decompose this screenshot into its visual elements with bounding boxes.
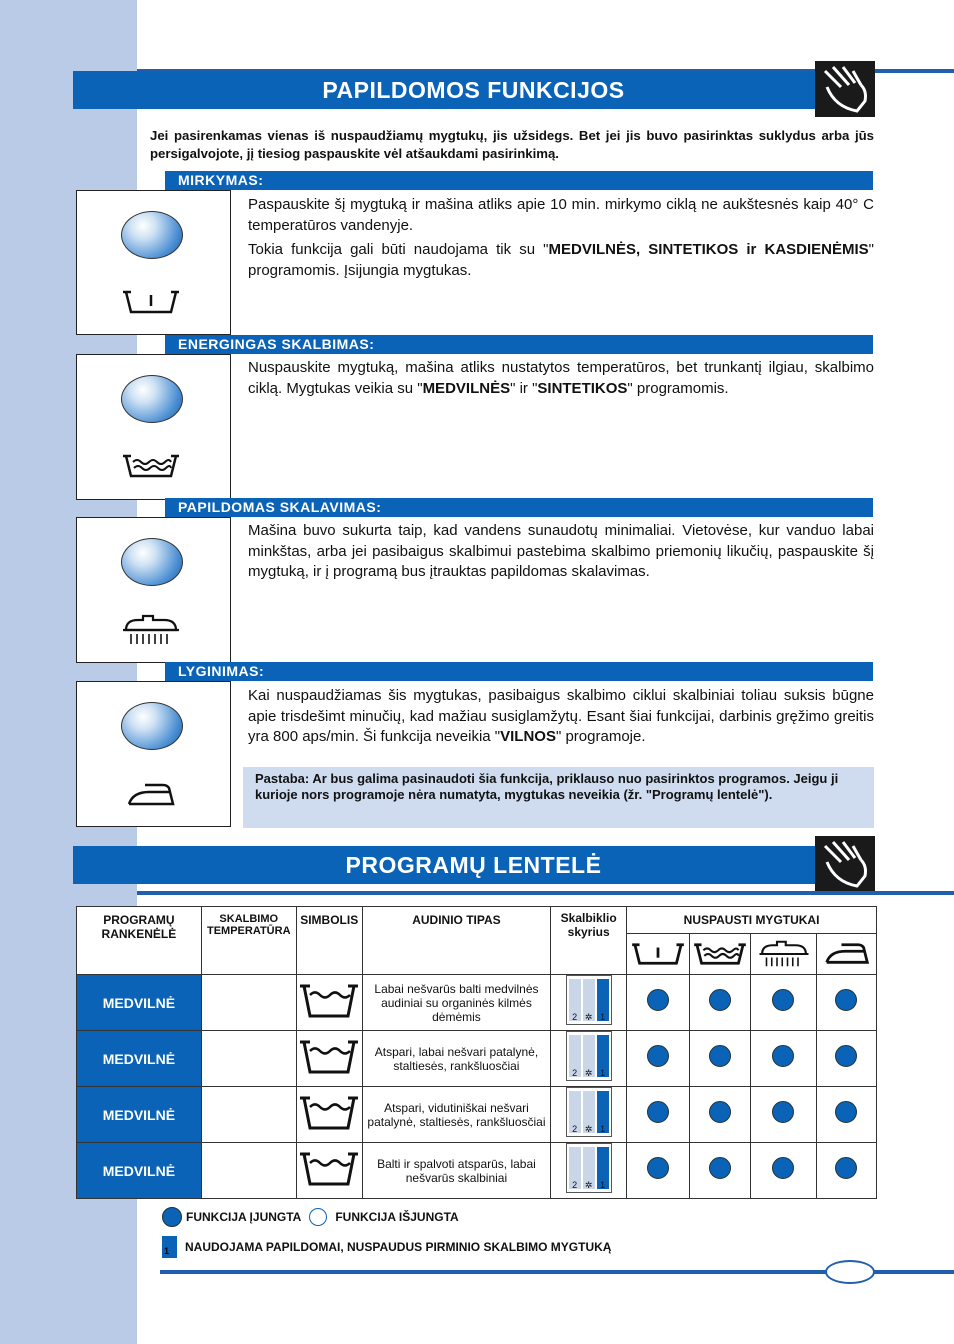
button-status-cell	[627, 1143, 690, 1199]
program-name-cell: MEDVILNĖ	[77, 1087, 202, 1143]
function-on-dot	[772, 1101, 794, 1123]
table-row	[77, 1087, 877, 1143]
function-on-dot	[835, 1157, 857, 1179]
section-heading-soak: MIRKYMAS:	[165, 171, 873, 190]
legend-on-label: FUNKCIJA ĮJUNGTA	[186, 1210, 302, 1224]
section-title-banner-2	[73, 846, 874, 884]
function-on-dot	[835, 1101, 857, 1123]
legend-dot-off	[309, 1208, 327, 1226]
wash-tub-icon	[296, 975, 362, 1031]
button-status-cell	[690, 1031, 751, 1087]
soak-button[interactable]	[121, 211, 183, 259]
button-status-cell	[816, 1031, 876, 1087]
drawer-label: 2	[569, 979, 581, 1021]
extra-rinse-button[interactable]	[121, 538, 183, 586]
col-header-detergent-drawer: Skalbiklio skyrius	[551, 907, 627, 975]
soak-desc-p2: Tokia funkcija gali būti naudojama tik su "MEDVILNĖS, SINTETIKOS ir KASDIENĖMIS" programomis. Įsijungia mygtukas.	[248, 241, 874, 279]
detergent-drawer-icon	[566, 975, 612, 1025]
detergent-drawer-icon	[566, 1143, 612, 1193]
hand-icon	[815, 61, 875, 117]
button-status-cell	[627, 975, 690, 1031]
intensive-wash-icon	[123, 453, 179, 479]
drawer-label: 2	[569, 1091, 581, 1133]
button-status-cell	[690, 1143, 751, 1199]
intensive-wash-button[interactable]	[121, 375, 183, 423]
soak-desc-p1: Paspauskite šį mygtuką ir mašina atliks apie 10 min. mirkymo ciklą ne aukštesnės kaip 40° C temperatūros vandenyje.	[248, 196, 874, 234]
button-status-cell	[816, 975, 876, 1031]
extra-rinse-shower-icon	[123, 614, 179, 646]
section-title-banner	[73, 71, 874, 109]
program-table	[76, 906, 877, 1199]
legend-extra	[162, 1236, 611, 1258]
button-status-cell	[751, 1031, 817, 1087]
intensive-button-panel	[76, 354, 231, 500]
soak-button-panel	[76, 190, 231, 335]
drawer-label: 1	[597, 1091, 609, 1133]
button-status-cell	[816, 1087, 876, 1143]
function-on-dot	[709, 1157, 731, 1179]
legend-dot-on	[162, 1207, 182, 1227]
detergent-drawer-icon	[566, 1087, 612, 1137]
button-status-cell	[690, 975, 751, 1031]
col-header-buttons	[627, 907, 877, 975]
section-title-2: PROGRAMŲ LENTELĖ	[345, 852, 602, 878]
note-box: Pastaba: Ar bus galima pasinaudoti šia funkcija, priklauso nuo pasirinktos programos. Jeigu ji kurioje nors programoje nėra numatyta, mygtukas neveikia (žr. "Programų lentelė").	[243, 767, 874, 828]
drawer-label: 2	[569, 1035, 581, 1077]
button-status-cell	[751, 1087, 817, 1143]
easy-iron-button[interactable]	[121, 702, 183, 750]
soak-description	[248, 195, 874, 285]
wash-tub-icon	[296, 1087, 362, 1143]
rinse-description: Mašina buvo sukurta taip, kad vandens sunaudotų minimaliai. Vietovėse, kur vanduo labai minkštas, arba jei pasibaigus skalbimui pastebima skalbimo priemonių likučių, paspauskite šį mygtuką, ir į programą bus įtrauktas papildomas skalavimas.	[248, 522, 874, 580]
fabric-type-cell: Balti ir spalvoti atsparūs, labai nešvarūs skalbiniai	[362, 1143, 551, 1199]
drawer-label: ✲	[583, 1035, 595, 1077]
table-row	[77, 1031, 877, 1087]
drawer-label: 1	[597, 979, 609, 1021]
drawer-label: 2	[569, 1147, 581, 1189]
section-heading-iron: LYGINIMAS:	[165, 662, 873, 681]
temperature-cell	[201, 1031, 296, 1087]
intensive-wash-icon	[690, 934, 751, 974]
intensive-description: Nuspauskite mygtuką, mašina atliks nustatytos temperatūros, bet trunkantį ilgiau, skalbimo ciklą. Mygtukas veikia su "MEDVILNĖS" ir "SINTETIKOS" programomis.	[248, 359, 874, 397]
soak-tub-icon	[627, 934, 690, 974]
function-on-dot	[835, 989, 857, 1011]
function-on-dot	[709, 1101, 731, 1123]
function-on-dot	[835, 1045, 857, 1067]
detergent-drawer-icon	[566, 1031, 612, 1081]
col-header-fabric: AUDINIO TIPAS	[362, 907, 551, 975]
easy-iron-icon	[817, 934, 876, 974]
legend-on-off	[162, 1207, 459, 1227]
program-name-cell: MEDVILNĖ	[77, 975, 202, 1031]
iron-description: Kai nuspaudžiamas šis mygtukas, pasibaigus skalbimo ciklui skalbiniai toliau suksis būgne apie trisdešimt minučių, kad mažiau susiglamžytų. Esant šiai funkcijai, darbinis gręžimo greitis yra 800 aps/min. Ši funkcija neveikia "VILNOS" programoje.	[248, 687, 874, 745]
table-row	[77, 1143, 877, 1199]
function-on-dot	[709, 989, 731, 1011]
button-status-cell	[751, 1143, 817, 1199]
rinse-button-panel	[76, 517, 231, 663]
drawer-label: ✲	[583, 1091, 595, 1133]
fabric-type-cell: Labai nešvarūs balti medvilnės audiniai su organinės kilmės dėmėmis	[362, 975, 551, 1031]
detergent-drawer-cell	[551, 1087, 627, 1143]
drawer-label: 1	[597, 1035, 609, 1077]
function-on-dot	[709, 1045, 731, 1067]
drawer-label: ✲	[583, 979, 595, 1021]
function-on-dot	[647, 1101, 669, 1123]
section-title: PAPILDOMOS FUNKCIJOS	[322, 77, 625, 103]
table-header-row	[77, 907, 877, 975]
legend-extra-marker: 1	[162, 1236, 177, 1258]
soak-tub-icon	[123, 289, 179, 315]
program-name-cell: MEDVILNĖ	[77, 1031, 202, 1087]
detergent-drawer-cell	[551, 1031, 627, 1087]
fabric-type-cell: Atspari, vidutiniškai nešvari patalynė, staltiesės, rankšluosčiai	[362, 1087, 551, 1143]
button-status-cell	[627, 1031, 690, 1087]
table-row	[77, 975, 877, 1031]
button-status-cell	[690, 1087, 751, 1143]
page-number-oval	[825, 1260, 875, 1284]
col-header-program-knob: PROGRAMŲ RANKENĖLĖ	[77, 907, 202, 975]
hand-icon	[815, 836, 875, 892]
button-status-cell	[751, 975, 817, 1031]
wash-tub-icon	[296, 1143, 362, 1199]
fabric-type-cell: Atspari, labai nešvari patalynė, staltiesės, rankšluosčiai	[362, 1031, 551, 1087]
function-on-dot	[772, 1045, 794, 1067]
easy-iron-icon	[123, 782, 179, 808]
detergent-drawer-cell	[551, 975, 627, 1031]
button-status-cell	[627, 1087, 690, 1143]
function-on-dot	[772, 989, 794, 1011]
button-status-cell	[816, 1143, 876, 1199]
section-heading-intensive: ENERGINGAS SKALBIMAS:	[165, 335, 873, 354]
temperature-cell	[201, 1143, 296, 1199]
extra-rinse-shower-icon	[751, 934, 817, 974]
drawer-label: ✲	[583, 1147, 595, 1189]
temperature-cell	[201, 1087, 296, 1143]
drawer-label: 1	[597, 1147, 609, 1189]
buttons-header-label: NUSPAUSTI MYGTUKAI	[683, 913, 820, 927]
function-on-dot	[647, 1045, 669, 1067]
function-on-dot	[647, 989, 669, 1011]
temperature-cell	[201, 975, 296, 1031]
intro-text: Jei pasirenkamas vienas iš nuspaudžiamų mygtukų, jis užsidegs. Bet jei jis buvo pasirinktas suklydus arba jūs persigalvojote, jį tiesiog paspauskite vėl atšaukdami pasirinkimą.	[150, 128, 874, 161]
detergent-drawer-cell	[551, 1143, 627, 1199]
legend-off-label: FUNKCIJA IŠJUNGTA	[335, 1210, 459, 1224]
legend-extra-label: NAUDOJAMA PAPILDOMAI, NUSPAUDUS PIRMINIO SKALBIMO MYGTUKĄ	[185, 1240, 612, 1254]
wash-tub-icon	[296, 1031, 362, 1087]
section-rule	[137, 891, 954, 895]
function-on-dot	[772, 1157, 794, 1179]
iron-button-panel	[76, 681, 231, 827]
col-header-symbol: SIMBOLIS	[296, 907, 362, 975]
program-name-cell: MEDVILNĖ	[77, 1143, 202, 1199]
section-heading-rinse: PAPILDOMAS SKALAVIMAS:	[165, 498, 873, 517]
col-header-temperature: SKALBIMO TEMPERATŪRA	[201, 907, 296, 975]
function-on-dot	[647, 1157, 669, 1179]
